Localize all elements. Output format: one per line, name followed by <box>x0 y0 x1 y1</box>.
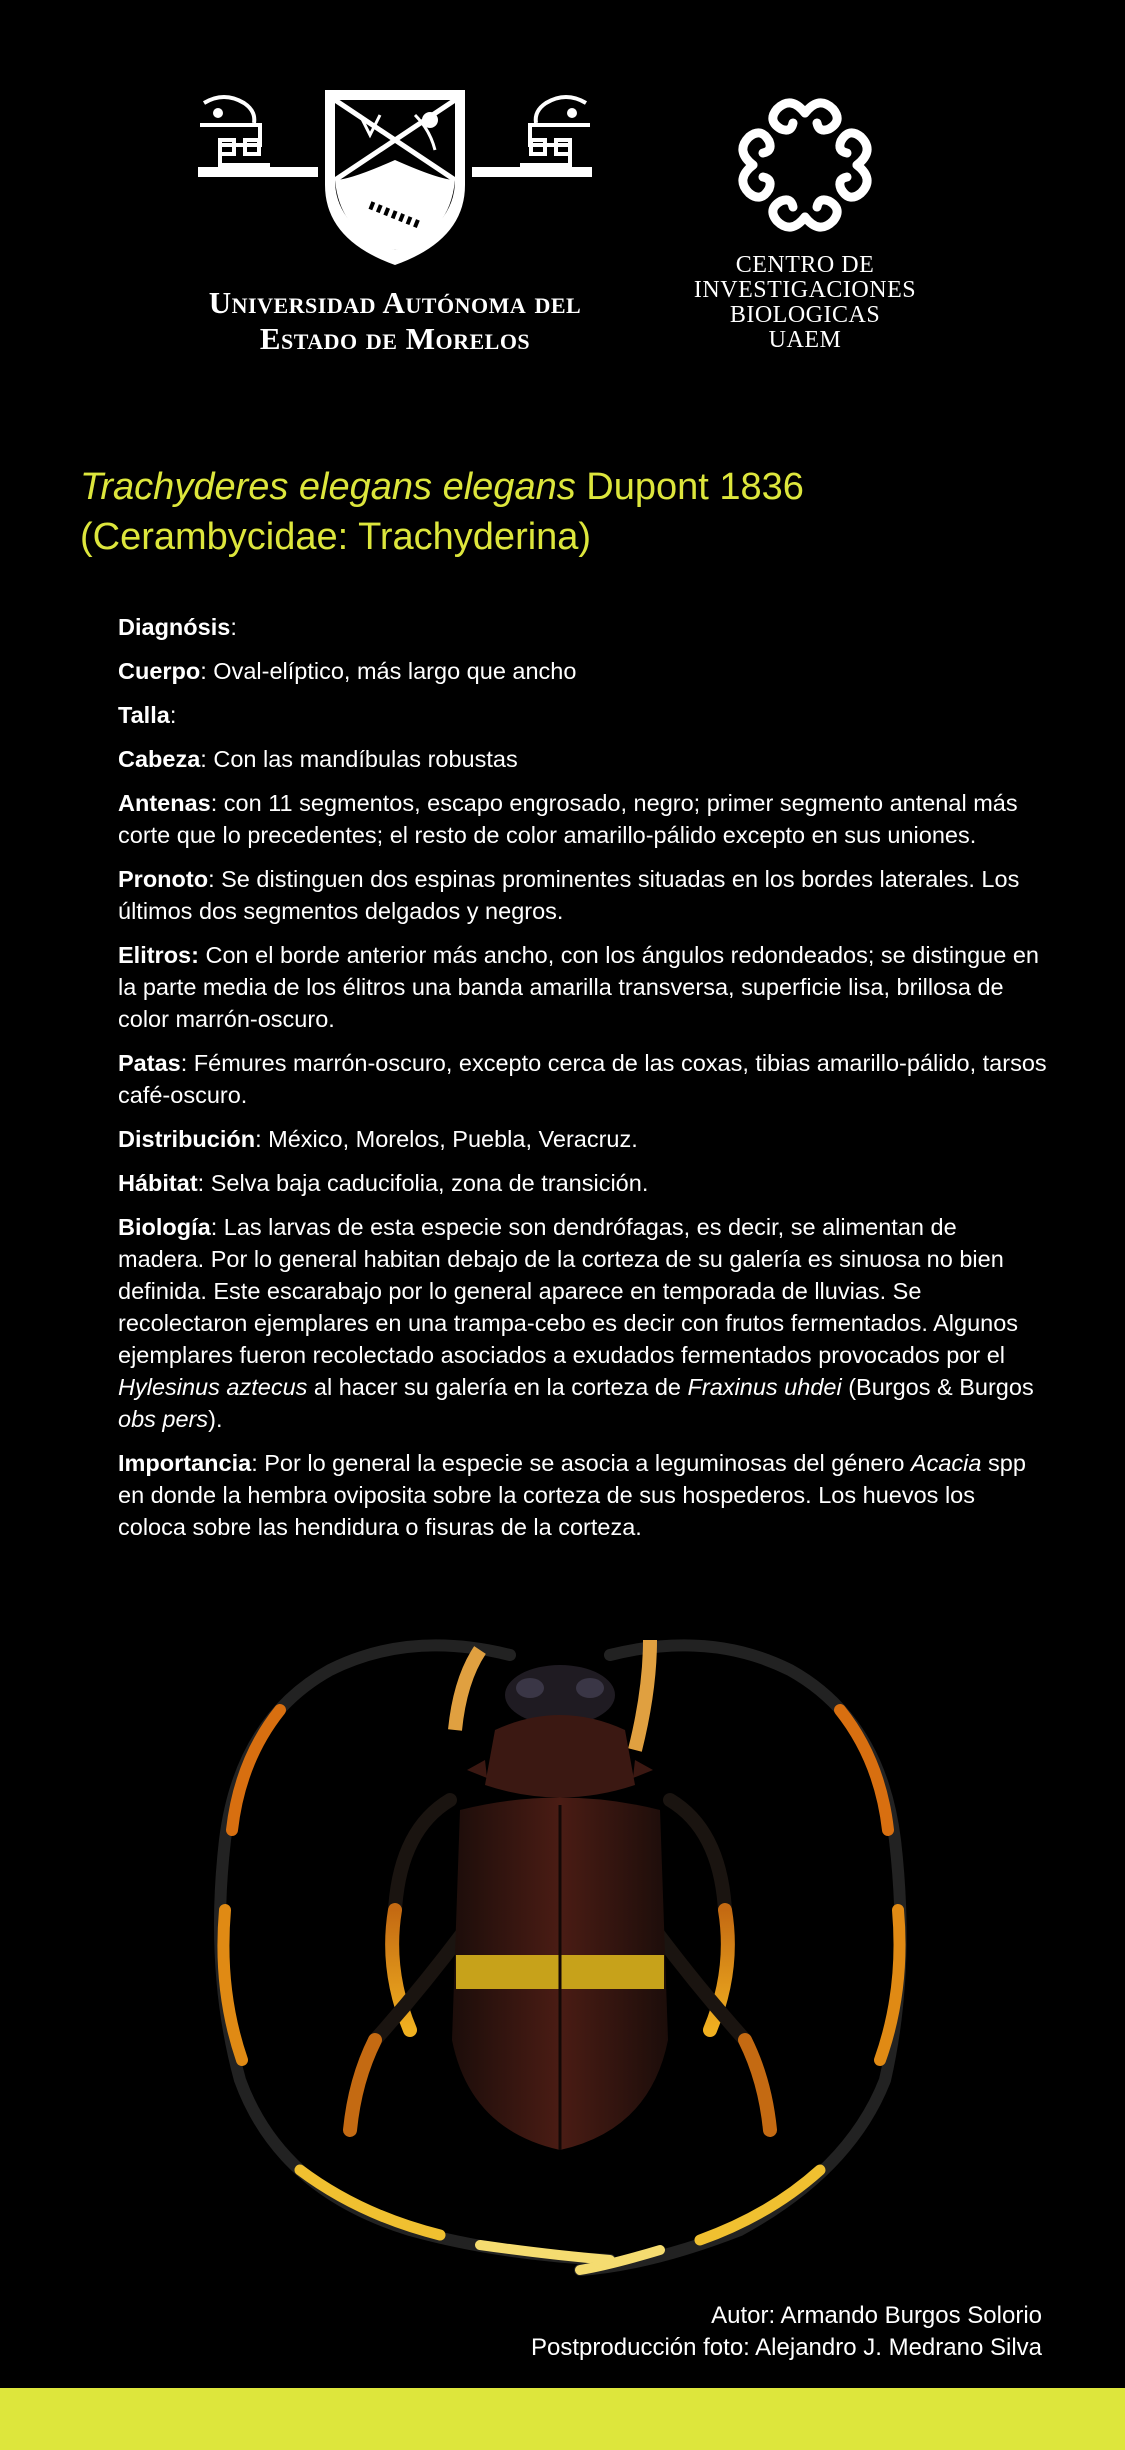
section-text: : Las larvas de esta especie son dendrófagas, es decir, se alimentan de madera. Por lo general habitan debajo de la corteza de su galería es sinuosa no bien definida. Este escarabajo por lo general aparece en temporada de lluvias. Se recolectaron ejemplares en una trampa-cebo es decir con frutos fermentados. Algunos ejemplares fueron recolectado asociados a exudados fermentados provocados por el <box>118 1214 1019 1368</box>
section-text: : Se distinguen dos espinas prominentes situadas en los bordes laterales. Los últimos dos segmentos delgados y negros. <box>118 866 1020 924</box>
section-size <box>118 699 1048 731</box>
spiral-rosette-icon <box>725 85 885 245</box>
species-reference: Hylesinus aztecus <box>118 1374 308 1400</box>
section-head <box>118 743 1048 775</box>
section-importance <box>118 1447 1048 1543</box>
section-legs <box>118 1047 1048 1111</box>
section-label: Hábitat <box>118 1170 198 1196</box>
section-text: : Oval-elíptico, más largo que ancho <box>200 658 577 684</box>
section-label: Antenas <box>118 790 211 816</box>
header <box>0 0 1125 400</box>
author-credit: Autor: Armando Burgos Solorio <box>711 2302 1042 2329</box>
section-label: Cuerpo <box>118 658 201 684</box>
section-label: Patas <box>118 1050 181 1076</box>
species-reference: Fraxinus uhdei <box>687 1374 842 1400</box>
section-elytra <box>118 939 1048 1035</box>
university-name-line1: Universidad Autónoma del <box>208 285 582 320</box>
section-biology <box>118 1211 1048 1435</box>
section-text: : Con las mandíbulas robustas <box>200 746 518 772</box>
photo-credit: Postproducción foto: Alejandro J. Medrano Silva <box>531 2334 1042 2361</box>
section-text: : Selva baja caducifolia, zona de transición. <box>197 1170 649 1196</box>
section-text: : Por lo general la especie se asocia a leguminosas del género <box>251 1450 911 1476</box>
section-text: : <box>230 614 237 640</box>
section-text: Con el borde anterior más ancho, con los ángulos redondeados; se distingue en la parte media de los élitros una banda amarilla transversa, superficie lisa, brillosa de color marrón-oscuro. <box>118 942 1039 1032</box>
uaem-crest-icon <box>190 85 600 275</box>
species-name-line <box>80 462 1060 512</box>
section-label: Biología <box>118 1214 211 1240</box>
species-author: Dupont 1836 <box>575 466 804 508</box>
citation-note: obs pers <box>118 1406 209 1432</box>
section-text: : <box>169 702 177 728</box>
species-description <box>118 611 1048 1555</box>
section-text: : México, Morelos, Puebla, Veracruz. <box>255 1126 638 1152</box>
uaem-logo <box>190 85 600 375</box>
center-name-line: BIOLOGICAS <box>729 302 881 328</box>
section-text: : Fémures marrón-oscuro, excepto cerca de las coxas, tibias amarillo-pálido, tarsos café-oscuro. <box>118 1050 1047 1108</box>
species-title <box>80 462 1060 562</box>
section-text: al hacer su galería en la corteza de <box>307 1374 688 1400</box>
species-family: (Cerambycidae: Trachyderina) <box>80 516 592 558</box>
center-name-line: INVESTIGACIONES <box>693 277 917 303</box>
section-pronotum <box>118 863 1048 927</box>
section-label: Elitros: <box>118 942 199 968</box>
section-text: spp en donde la hembra oviposita sobre la corteza de sus hospederos. Los huevos los coloca sobre las hendidura o fisuras de la corteza. <box>118 1450 1026 1540</box>
center-name-line: CENTRO DE <box>735 252 875 278</box>
section-label: Talla <box>118 702 170 728</box>
section-antennae <box>118 787 1048 851</box>
section-label: Cabeza <box>118 746 201 772</box>
cib-logo <box>675 85 935 375</box>
center-name-line: UAEM <box>768 327 842 353</box>
section-text: ). <box>208 1406 223 1432</box>
university-name <box>190 285 600 357</box>
university-name-line2: Estado de Morelos <box>259 321 531 356</box>
genus-reference: Acacia <box>910 1450 982 1476</box>
section-text: (Burgos & Burgos <box>841 1374 1034 1400</box>
section-habitat <box>118 1167 1048 1199</box>
section-label: Importancia <box>118 1450 252 1476</box>
section-body <box>118 655 1048 687</box>
species-scientific-name: Trachyderes elegans elegans <box>80 466 576 508</box>
section-label: Diagnósis <box>118 614 231 640</box>
section-diagnosis <box>118 611 1048 643</box>
section-text: : con 11 segmentos, escapo engrosado, negro; primer segmento antenal más corte que lo precedentes; el resto de color amarillo-pálido excepto en sus uniones. <box>118 790 1018 848</box>
footer-accent-bar <box>0 2388 1125 2450</box>
research-center-name <box>675 253 935 353</box>
section-distribution <box>118 1123 1048 1155</box>
section-label: Pronoto <box>118 866 209 892</box>
section-label: Distribución <box>118 1126 256 1152</box>
longhorn-beetle-photo <box>180 1610 940 2290</box>
credits <box>531 2300 1042 2364</box>
